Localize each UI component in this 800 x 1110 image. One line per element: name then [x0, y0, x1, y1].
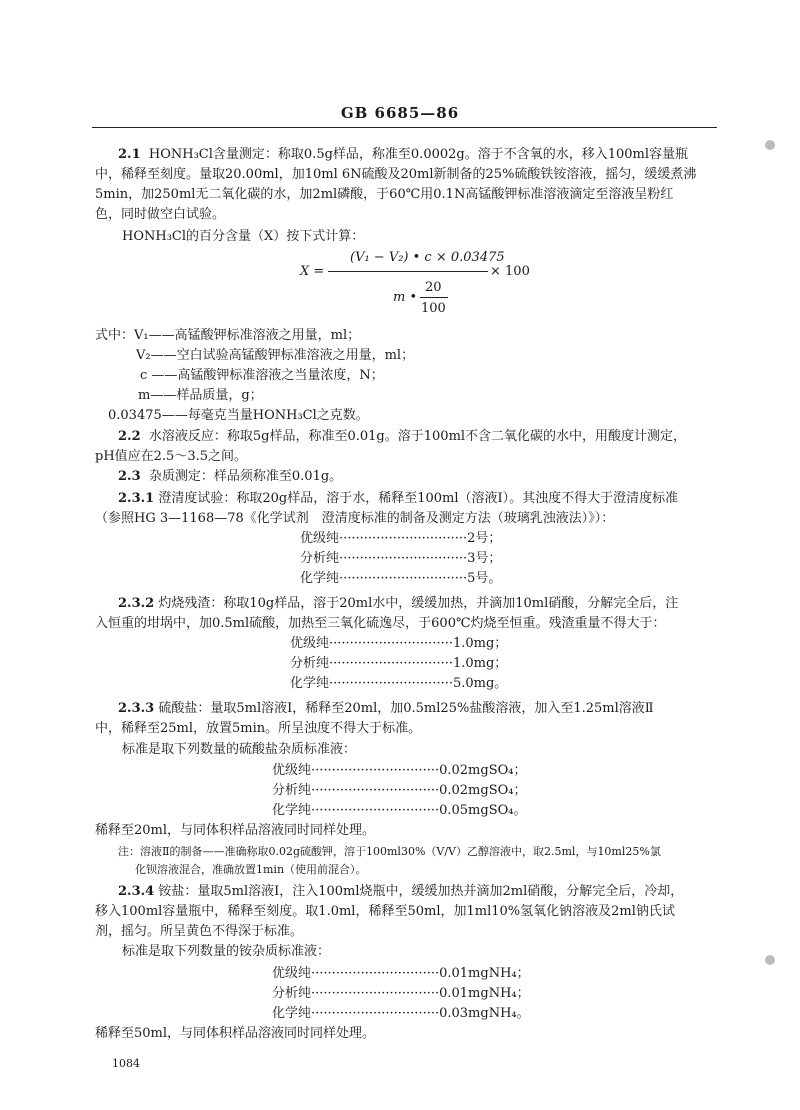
- grade-row: 分析纯·······························3号；: [300, 551, 502, 566]
- formula-times-100: × 100: [490, 264, 530, 279]
- formula-fraction-bar: [328, 271, 488, 272]
- variables-line-k: 0.03475——每毫克当量HONH₃Cl之克数。: [108, 408, 369, 423]
- dilution-note: 稀释至50ml，与同体积样品溶液同时同样处理。: [95, 1026, 376, 1041]
- section-2-1-line-4: 色，同时做空白试验。: [95, 207, 226, 222]
- grade-row: 化学纯······························5.0mg。: [290, 676, 508, 691]
- variables-line-c: c ——高锰酸钾标准溶液之当量浓度，N；: [140, 368, 384, 383]
- grade-row: 优级纯·······························2号；: [300, 531, 502, 546]
- section-2-3-2-line-2: 入恒重的坩埚中，加0.5ml硫酸，加热至三氧化硫逸尽，于600℃灼烧至恒重。残渣重量不得大于：: [95, 616, 666, 631]
- calc-intro: HONH₃Cl的百分含量（X）按下式计算：: [122, 229, 365, 244]
- section-2-3-4-line-1: 2.3.4 铵盐：量取5ml溶液Ⅰ，注入100ml烧瓶中，缓缓加热并滴加2ml硝酸，分解完全后，冷却，: [118, 884, 684, 899]
- section-2-3-3-line-2: 中，稀释至25ml，放置5min。所呈浊度不得大于标准。: [95, 721, 422, 736]
- grade-row: 分析纯·······························0.01mgNH₄；: [272, 986, 530, 1001]
- section-2-3-4-line-2: 移入100ml容量瓶中，稀释至刻度。取1.0ml，稀释至50ml，加1ml10%氢氧化钠溶液及2ml钠氏试: [95, 904, 675, 919]
- section-2-1-line-2: 中，稀释至刻度。量取20.00ml，加10ml 6N硫酸及20ml新制备的25%硫酸铁铵溶液，摇匀，缓缓煮沸: [95, 167, 697, 182]
- formula-numerator: (V₁ − V₂) • c × 0.03475: [350, 250, 505, 265]
- formula-lhs: X =: [300, 264, 325, 279]
- variables-line-v2: V₂——空白试验高锰酸钾标准溶液之用量，ml；: [136, 348, 415, 363]
- section-2-3-3-line-1: 2.3.3 硫酸盐：量取5ml溶液Ⅰ，稀释至20ml，加0.5ml25%盐酸溶液，加入至1.25ml溶液Ⅱ: [118, 701, 654, 716]
- scan-hole-mark: [765, 955, 775, 965]
- grade-row: 分析纯·······························0.02mgSO₄；: [272, 783, 527, 798]
- header-rule: [92, 127, 717, 128]
- standard-number: GB 6685—86: [340, 104, 460, 122]
- standard-intro: 标准是取下列数量的硫酸盐杂质标准液：: [122, 742, 357, 757]
- grade-row: 优级纯······························1.0mg；: [290, 636, 508, 651]
- section-2-1-line-3: 5min，加250ml无二氧化碳的水，加2ml磷酸，于60℃用0.1N高锰酸钾标准溶液滴定至溶液呈粉红: [95, 187, 674, 202]
- formula-denominator-m: m •: [393, 290, 418, 305]
- section-2-2-line-1: 2.2 水溶液反应：称取5g样品，称准至0.01g。溶于100ml不含二氧化碳的水中，用酸度计测定，: [118, 429, 687, 444]
- grade-row: 化学纯·······························0.03mgNH₄。: [272, 1006, 530, 1021]
- grade-row: 化学纯·······························5号。: [300, 571, 502, 586]
- variables-line-m: m——样品质量，g；: [138, 388, 263, 403]
- grade-row: 化学纯·······························0.05mgSO₄。: [272, 803, 527, 818]
- section-2-3: 2.3 杂质测定：样品须称准至0.01g。: [118, 469, 343, 484]
- section-2-3-1-line-2: （参照HG 3—1168—78《化学试剂 澄清度标准的制备及测定方法（玻璃乳浊液法）》）：: [95, 511, 615, 526]
- grade-row: 优级纯·······························0.02mgSO₄；: [272, 763, 527, 778]
- standard-intro: 标准是取下列数量的铵杂质标准液：: [122, 944, 331, 959]
- grade-row: 分析纯······························1.0mg；: [290, 656, 508, 671]
- page-number: 1084: [112, 1057, 140, 1070]
- section-2-3-2-line-1: 2.3.2 灼烧残渣：称取10g样品，溶于20ml水中，缓缓加热，并滴加10ml硝酸，分解完全后，注: [118, 596, 679, 611]
- dilution-note: 稀释至20ml，与同体积样品溶液同时同样处理。: [95, 823, 376, 838]
- variables-line-v1: 式中：V₁——高锰酸钾标准溶液之用量，ml；: [95, 328, 361, 343]
- footnote-line-2: 化钡溶液混合，准确放置1min（使用前混合）。: [135, 863, 367, 876]
- section-2-3-1-line-1: 2.3.1 澄清度试验：称取20g样品，溶于水，稀释至100ml（溶液Ⅰ）。其浊度不得大于澄清度标准: [118, 491, 679, 506]
- grade-row: 优级纯·······························0.01mgNH₄；: [272, 966, 530, 981]
- section-2-1-line-1: 2.1 HONH₃Cl含量测定：称取0.5g样品，称准至0.0002g。溶于不含氧的水，移入100ml容量瓶: [118, 147, 689, 162]
- formula-small-fraction-bar: [420, 297, 448, 298]
- section-2-2-line-2: pH值应在2.5～3.5之间。: [95, 449, 248, 464]
- section-2-3-4-line-3: 剂，摇匀。所呈黄色不得深于标准。: [95, 924, 304, 939]
- scan-hole-mark: [765, 140, 775, 150]
- section-2-1-number: 2.1: [118, 147, 141, 162]
- formula-denominator-numerator: 20: [425, 280, 442, 295]
- footnote-line-1: 注：溶液Ⅱ的制备——准确称取0.02g硫酸钾，溶于100ml30%（V/V）乙醇溶液中，取2.5ml，与10ml25%氯: [118, 845, 661, 858]
- formula-denominator-denominator: 100: [421, 301, 446, 316]
